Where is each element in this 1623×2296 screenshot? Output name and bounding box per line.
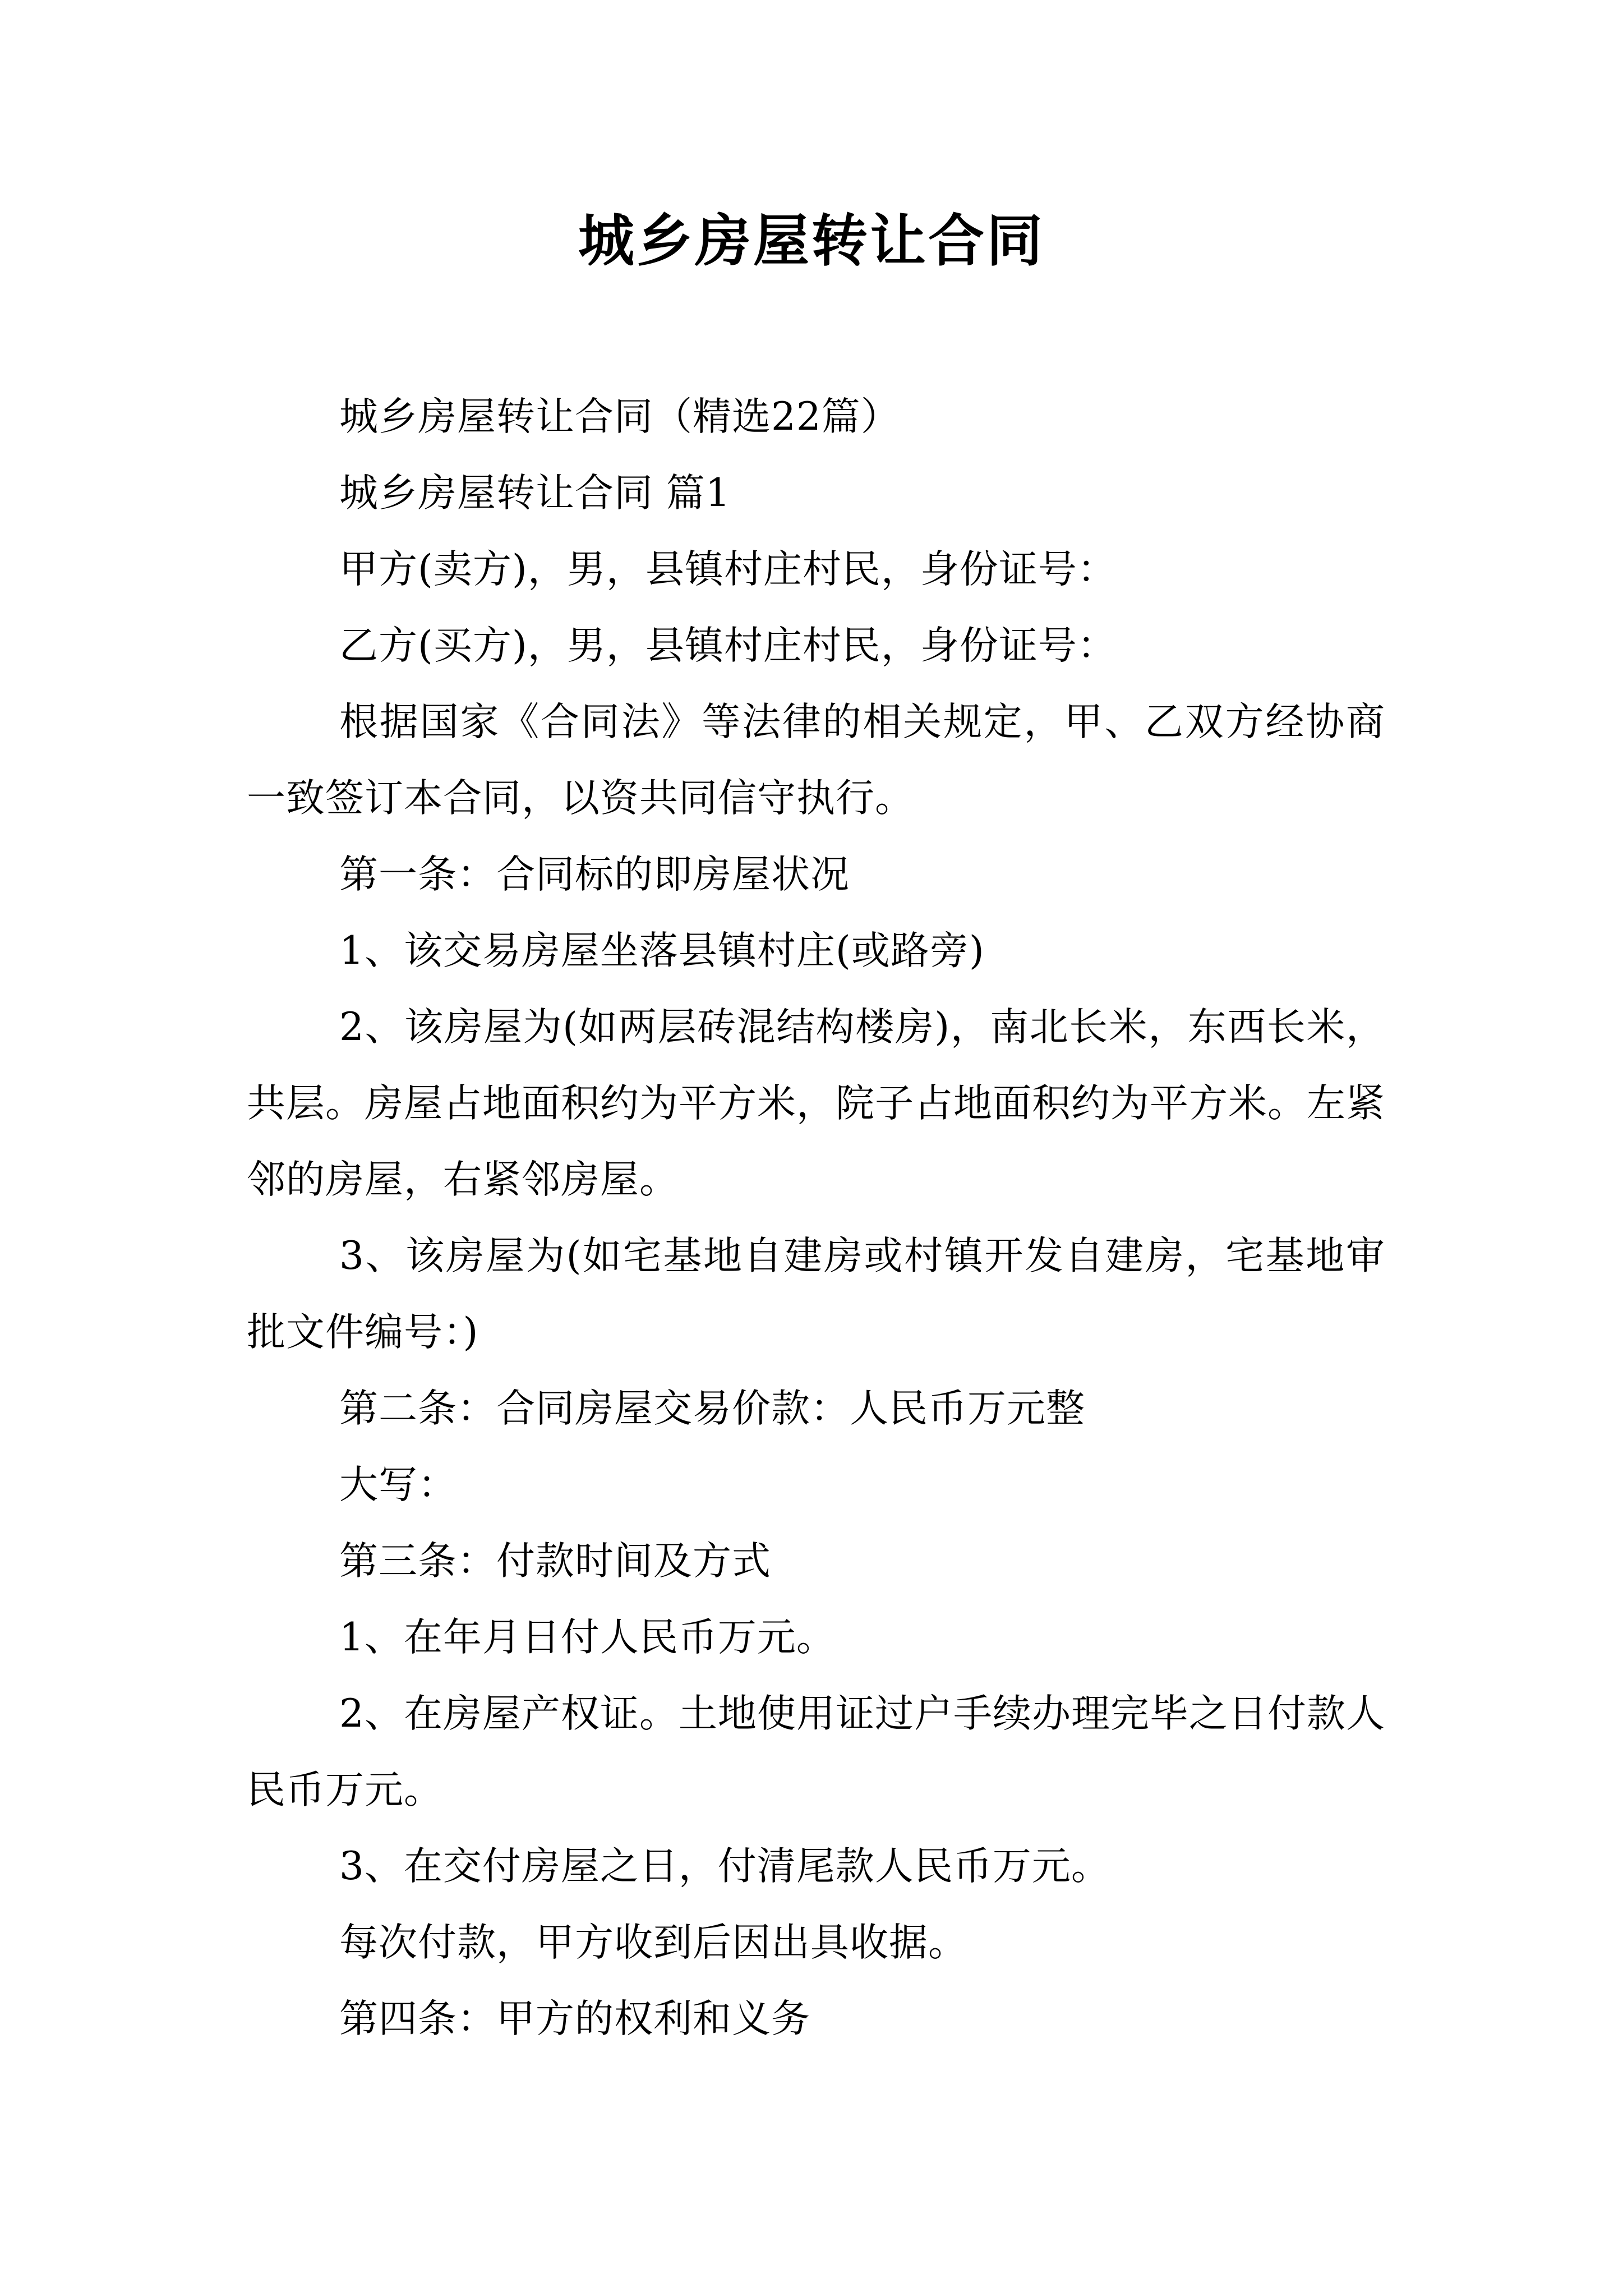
paragraph-receipt-note: 每次付款，甲方收到后因出具收据。 [339, 1920, 967, 1965]
paragraph-subtitle: 城乡房屋转让合同（精选22篇） [339, 394, 900, 439]
paragraph-article-3-item-1: 1、在年月日付人民币万元。 [339, 1615, 836, 1660]
paragraph-article-4: 第四条：甲方的权利和义务 [339, 1996, 810, 2041]
document-body [247, 379, 1385, 2057]
paragraph-article-1-item-2: 2、该房屋为(如两层砖混结构楼房)，南北长米，东西长米，共层。房屋占地面积约为平方米，院子占地面积约为平方米。左紧邻的房屋，右紧邻房屋。 [247, 1005, 1385, 1202]
paragraph-article-1: 第一条：合同标的即房屋状况 [339, 852, 850, 897]
paragraph-section-heading: 城乡房屋转让合同 篇1 [339, 471, 731, 516]
paragraph-preamble: 根据国家《合同法》等法律的相关规定，甲、乙双方经协商一致签订本合同，以资共同信守执行。 [247, 700, 1385, 821]
paragraph-article-2-uppercase: 大写： [339, 1462, 457, 1507]
paragraph-article-3-item-2: 2、在房屋产权证。土地使用证过户手续办理完毕之日付款人民币万元。 [247, 1691, 1385, 1812]
paragraph-article-2: 第二条：合同房屋交易价款：人民币万元整 [339, 1386, 1085, 1431]
document-title: 城乡房屋转让合同 [578, 208, 1045, 274]
paragraph-article-1-item-3: 3、该房屋为(如宅基地自建房或村镇开发自建房，宅基地审批文件编号：) [247, 1234, 1385, 1355]
paragraph-article-1-item-1: 1、该交易房屋坐落县镇村庄(或路旁) [339, 928, 985, 973]
paragraph-party-a: 甲方(卖方)，男，县镇村庄村民，身份证号： [339, 547, 1117, 592]
paragraph-party-b: 乙方(买方)，男，县镇村庄村民，身份证号： [339, 623, 1117, 668]
paragraph-article-3: 第三条：付款时间及方式 [339, 1539, 771, 1584]
paragraph-article-3-item-3: 3、在交付房屋之日，付清尾款人民币万元。 [339, 1844, 1110, 1889]
